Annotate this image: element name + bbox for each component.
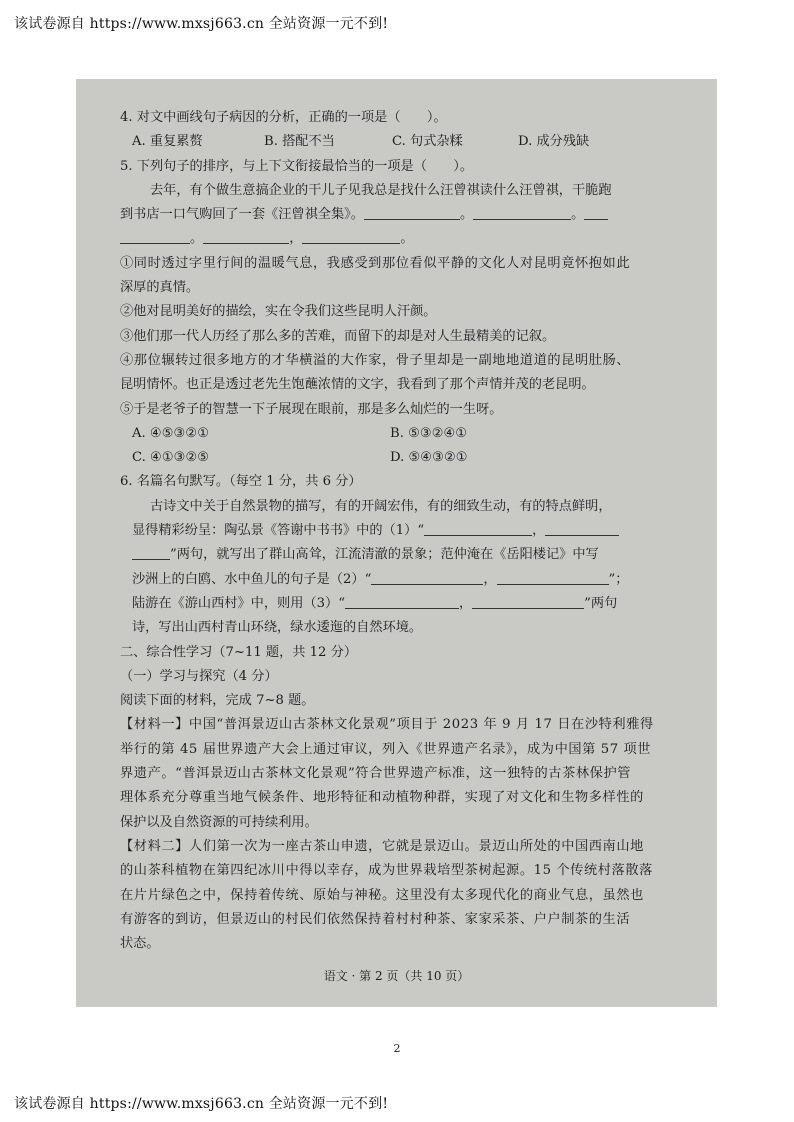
source-banner-bottom: 该试卷源自 https://www.mxsj663.cn 全站资源一元不到! [14,1096,389,1112]
answer-blank [203,229,289,244]
answer-blank [424,521,532,536]
material2-line: 状态。 [120,936,160,952]
material2-line: 的山茶科植物在第四纪冰川中得以幸存，成为世界栽培型茶树起源。15 个传统村落散落 [120,863,653,879]
q6-line3: ”两句，就写出了群山高耸，江流清澈的景象；范仲淹在《岳阳楼记》中写 [120,543,677,567]
q4-options [120,130,677,154]
q6-line2: 显得精彩纷呈：陶弘景《答谢中书书》中的（1）“ ， [120,519,677,543]
q6-line4: 沙洲上的白鸥、水中鱼儿的句子是（2）“ ， ”； [132,571,629,587]
q5-sentence-4b: 昆明情怀。也正是透过老先生饱蘸浓情的文字，我看到了那个声情并茂的老昆明。 [120,377,595,393]
section2-intro: 阅读下面的材料，完成 7~8 题。 [120,693,315,709]
answer-blank [345,594,459,609]
q4-stem: 4. 对文中画线句子病因的分析，正确的一项是（ ）。 [120,110,447,125]
q5-sentence-2: ②他对昆明美好的描绘，实在令我们这些昆明人汗颜。 [120,304,437,320]
answer-blank [120,229,190,244]
material2-line: 【材料二】人们第一次为一座古茶山申遗，它就是景迈山。景迈山所处的中国西南山地 [120,838,644,854]
q4-option-a: A. 重复累赘 [132,134,203,150]
q4-option-d: D. 成分残缺 [518,134,590,150]
answer-blank [302,229,400,244]
answer-blank [132,545,170,560]
q5-sentence-1a: ①同时透过字里行间的温暖气息，我感受到那位看似平静的文化人对昆明竟怀抱如此 [120,255,631,271]
exam-page-photo [76,79,717,1007]
material1-line: 【材料一】中国“普洱景迈山古茶林文化景观”项目于 2023 年 9 月 17 日在沙特利雅得 [120,717,654,733]
page-number: 2 [393,1042,401,1055]
q4-option-c: C. 句式杂糅 [392,134,463,150]
source-banner-top: 该试卷源自 https://www.mxsj663.cn 全站资源一元不到! [14,16,389,32]
q5-blank-line: 。 ， 。 [120,227,677,251]
answer-blank [473,205,571,220]
exam-page-footer: 语文 · 第 2 页（共 10 页） [323,969,470,983]
q4-option-b: B. 搭配不当 [264,134,335,150]
q5-stem: 5. 下列句子的排序，与上下文衔接最恰当的一项是（ ）。 [120,158,474,174]
q5-options-row2 [120,446,677,470]
answer-blank [584,205,608,220]
q5-option-d: D. ⑤④③②① [390,450,468,466]
q5-sentence-4a: ④那位辗转过很多地方的才华横溢的大作家，骨子里却是一副地地道道的昆明肚肠、 [120,352,631,368]
section2-title: 二、综合性学习（7~11 题，共 12 分） [120,644,358,660]
material2-line: 在片片绿色之中，保持着传统、原始与神秘。这里没有太多现代化的商业气息，虽然也 [120,887,644,903]
q6-line5: 陆游在《游山西村》中，则用（3）“ ， ”两句 [132,595,618,611]
q5-option-c: C. ④①③②⑤ [132,450,210,466]
answer-blank [364,205,460,220]
q5-sentence-5: ⑤于是老爷子的智慧一下子展现在眼前，那是多么灿烂的一生呀。 [120,401,503,417]
material1-line: 保护以及自然资源的可持续利用。 [120,814,318,830]
material2-line: 有游客的到访，但景迈山的村民们依然保持着村村种茶、家家采茶、户户制茶的生活 [120,911,631,927]
q5-passage-line2: 到书店一口气购回了一套《汪曾祺全集》。 。 。 [120,203,677,227]
answer-blank [497,570,609,585]
q6-stem: 6. 名篇名句默写。（每空 1 分，共 6 分） [120,474,362,490]
q5-options-row1 [120,422,677,446]
material1-line: 举行的第 45 届世界遗产大会上通过审议，列入《世界遗产名录》，成为中国第 57 项世 [120,741,652,757]
section2-subtitle: （一）学习与探究（4 分） [120,668,278,684]
answer-blank [472,594,584,609]
q6-line6: 诗，写出山西村青山环绕，绿水逶迤的自然环境。 [132,620,423,636]
answer-blank [371,570,483,585]
answer-blank [545,521,619,536]
q5-sentence-3: ③他们那一代人历经了那么多的苦难，而留下的却是对人生最精美的记叙。 [120,328,556,344]
q5-sentence-1b: 深厚的真情。 [120,280,200,296]
material1-line: 界遗产。“普洱景迈山古茶林文化景观”符合世界遗产标准，这一独特的古茶林保护管 [120,766,632,782]
q5-option-b: B. ⑤③②④① [390,425,468,441]
material1-line: 理体系充分尊重当地气候条件、地形特征和动植物种群，实现了对文化和生物多样性的 [120,790,644,806]
q5-passage-line1: 去年，有个做生意搞企业的干儿子见我总是找什么汪曾祺读什么汪曾祺，干脆跑 [150,182,612,198]
q6-line1: 古诗文中关于自然景物的描写，有的开阔宏伟，有的细致生动，有的特点鲜明， [150,498,612,514]
q5-option-a: A. ④⑤③②① [132,425,210,441]
